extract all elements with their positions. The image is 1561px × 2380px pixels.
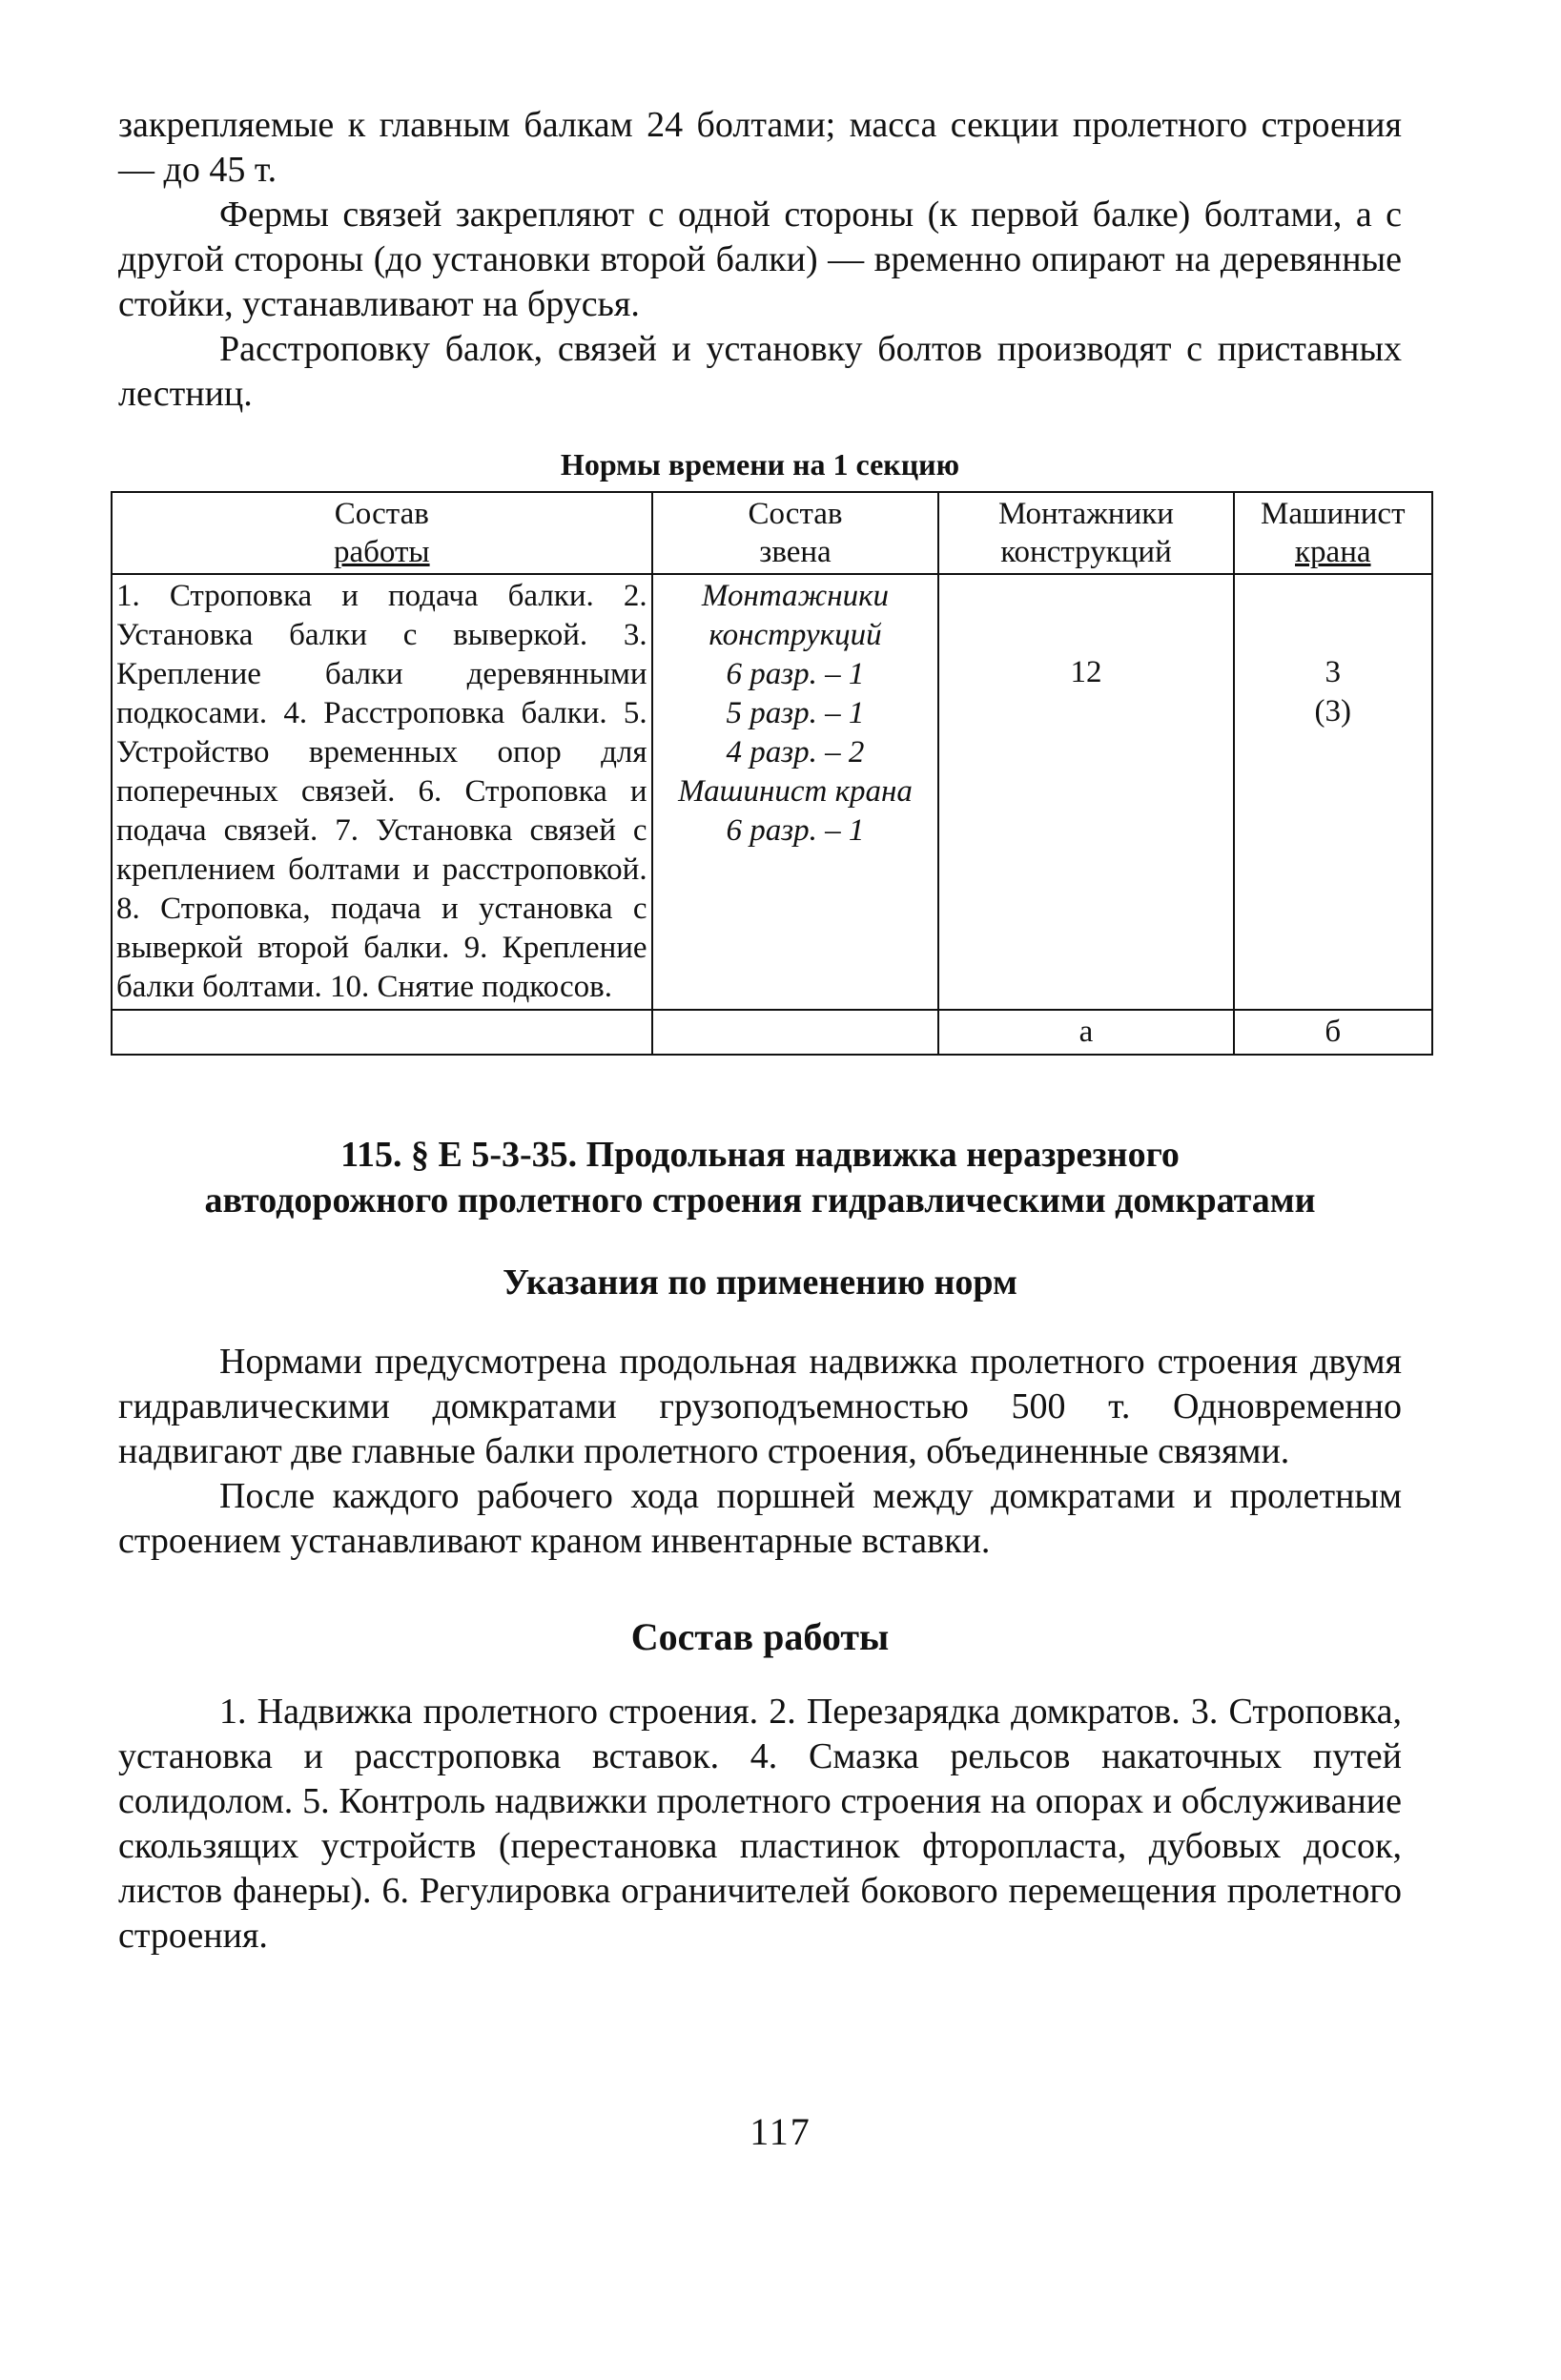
- header-installers-line2: конструкций: [1000, 535, 1172, 569]
- installers-value-cell: [938, 574, 1233, 1010]
- document-page: [116, 103, 1406, 1959]
- footer-column-a: а: [938, 1010, 1233, 1055]
- work-composition-paragraph: 1. Надвижка пролетного строения. 2. Перезарядка домкратов. 3. Строповка, установка и расстроповка вставок. 4. Смазка рельсов накаточных путей солидолом. 5. Контроль надвижки пролетного строения на опорах и обслуживание скользящих устройств (перестановка пластинок фторопласта, дубовых досок, листов фанеры). 6. Регулировка ограничителей бокового перемещения пролетного строения.: [118, 1692, 1402, 1956]
- header-crane-line2: крана: [1295, 535, 1371, 569]
- crew-line: Монтажники: [701, 579, 890, 613]
- table-row: [112, 574, 1432, 1010]
- crew-line: 6 разр. – 1: [726, 657, 865, 691]
- work-composition-cell: [112, 574, 652, 1010]
- crew-line: 4 разр. – 2: [726, 735, 865, 769]
- time-norms-table: [111, 491, 1433, 1056]
- page-number: 117: [750, 2110, 811, 2153]
- crew-line: конструкций: [709, 618, 882, 652]
- crew-composition-cell: [652, 574, 939, 1010]
- header-work-line2: работы: [333, 535, 430, 569]
- work-composition-heading: Состав работы: [630, 1615, 890, 1658]
- intro-paragraph-3: Расстроповку балок, связей и установку болтов производят с приставных лестниц.: [118, 329, 1402, 414]
- table-header-row: [112, 492, 1432, 574]
- header-installers: [938, 492, 1233, 574]
- header-crew-composition: [652, 492, 939, 574]
- header-crew-line2: звена: [759, 535, 832, 569]
- footer-empty-cell: [112, 1010, 652, 1055]
- work-composition-text: 1. Строповка и подача балки. 2. Установка балки с выверкой. 3. Крепление балки деревянными подкосами. 4. Расстроповка балки. 5. Устройство временных опор для поперечных связей. 6. Строповка и подача связей. 7. Установка связей с креплением болтами и расстроповкой. 8. Строповка, подача и установка с выверкой второй балки. 9. Крепление балки болтами. 10. Снятие подкосов.: [116, 579, 647, 1004]
- crane-value-sub: (3): [1314, 694, 1352, 728]
- instructions-paragraph-2: После каждого рабочего хода поршней между домкратами и пролетным строением устанавливают краном инвентарные вставки.: [118, 1476, 1402, 1561]
- table-caption: Нормы времени на 1 секцию: [560, 447, 960, 482]
- intro-paragraph-1: закрепляемые к главным балкам 24 болтами; масса секции пролетного строения — до 45 т.: [118, 105, 1402, 190]
- instructions-heading: Указания по применению норм: [503, 1262, 1017, 1303]
- crew-line: 5 разр. – 1: [726, 696, 865, 730]
- intro-paragraph-2: Фермы связей закрепляют с одной стороны (к первой балке) болтами, а с другой стороны (до установки второй балки) — временно опирают на деревянные стойки, устанавливают на брусья.: [118, 195, 1402, 324]
- footer-empty-cell: [652, 1010, 939, 1055]
- section-title: [118, 1132, 1402, 1223]
- instructions-paragraph-1: Нормами предусмотрена продольная надвижка пролетного строения двумя гидравлическими домкратами грузоподъемностью 500 т. Одновременно надвигают две главные балки пролетного строения, объединенные связями.: [118, 1342, 1402, 1471]
- section-title-line2: автодорожного пролетного строения гидравлическими домкратами: [204, 1180, 1316, 1221]
- header-installers-line1: Монтажники: [997, 497, 1174, 531]
- header-crane-line1: Машинист: [1261, 497, 1406, 531]
- crew-line: 6 разр. – 1: [726, 813, 865, 848]
- footer-column-b: б: [1234, 1010, 1432, 1055]
- crane-value: 3: [1325, 655, 1342, 689]
- header-crew-line1: Состав: [748, 497, 843, 531]
- header-work-line1: Состав: [334, 497, 429, 531]
- header-work-composition: [112, 492, 652, 574]
- section-title-line1: 115. § Е 5-3-35. Продольная надвижка неразрезного: [340, 1135, 1180, 1175]
- crane-value-cell: [1234, 574, 1432, 1010]
- installers-value: 12: [1070, 655, 1102, 689]
- table-footer-row: [112, 1010, 1432, 1055]
- crew-line: Машинист крана: [678, 774, 913, 809]
- header-crane-operator: [1234, 492, 1432, 574]
